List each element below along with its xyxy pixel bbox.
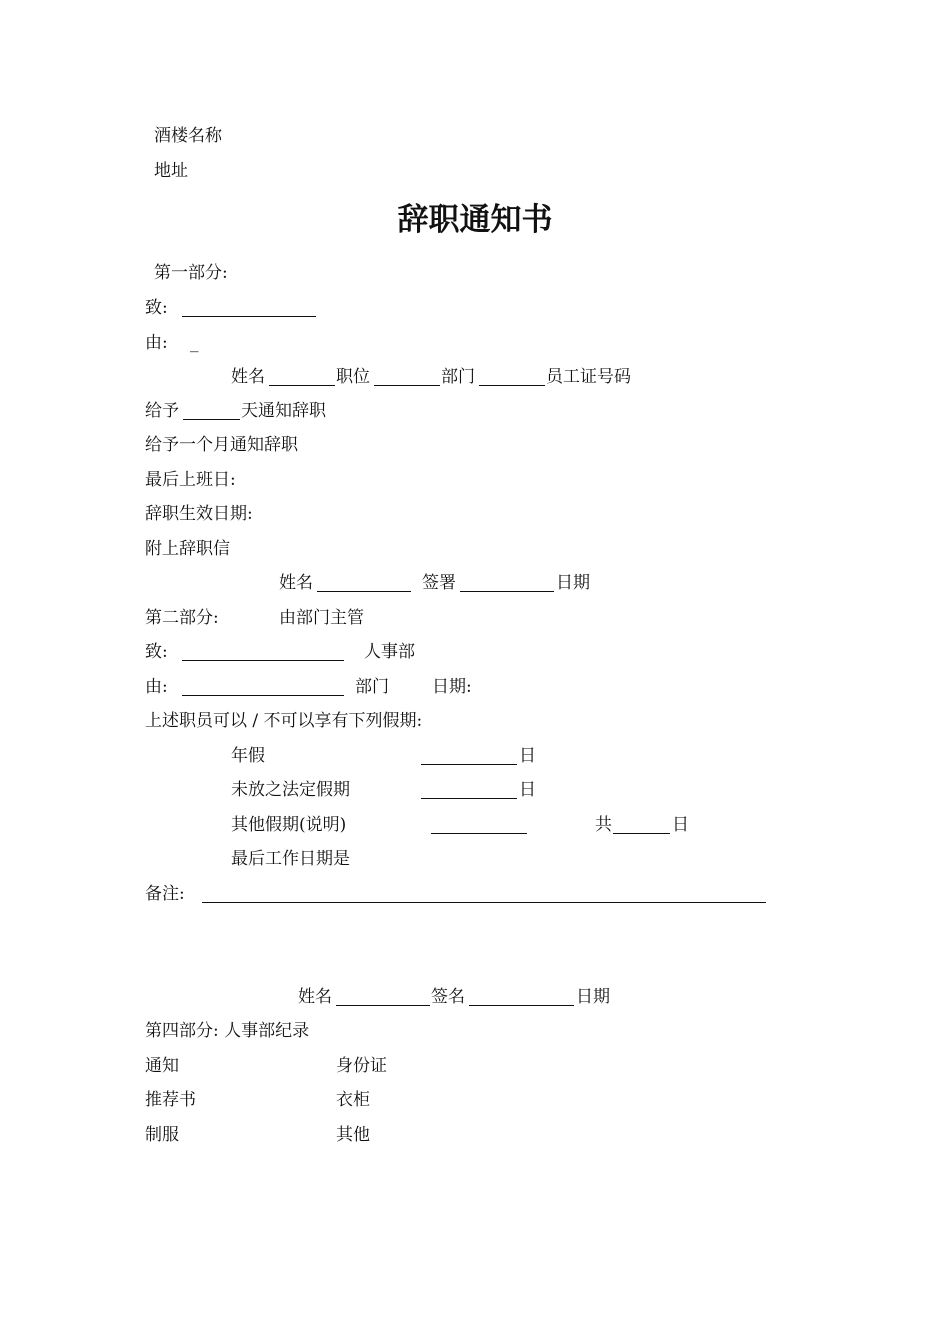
annual-leave-unit: 日 bbox=[519, 746, 536, 766]
record-item: 推荐书 bbox=[145, 1090, 196, 1110]
part2-sign-name-blank[interactable] bbox=[336, 1005, 430, 1006]
employee-id-label: 员工证号码 bbox=[546, 367, 631, 387]
part4-heading: 第四部分: 人事部纪录 bbox=[145, 1021, 310, 1041]
part2-from-dept: 部门 bbox=[355, 677, 389, 697]
part1-to-label: 致: bbox=[145, 298, 168, 318]
leave-intro: 上述职员可以 / 不可以享有下列假期: bbox=[145, 711, 423, 731]
part2-heading: 第二部分: bbox=[145, 608, 219, 628]
final-workday: 最后工作日期是 bbox=[231, 849, 350, 869]
part1-to-blank[interactable] bbox=[182, 316, 316, 317]
record-item: 身份证 bbox=[336, 1056, 387, 1076]
month-notice: 给予一个月通知辞职 bbox=[145, 435, 298, 455]
part1-from-label: 由: bbox=[145, 333, 168, 353]
part2-to-blank[interactable] bbox=[182, 660, 344, 661]
total-days-blank[interactable] bbox=[613, 833, 670, 834]
days-notice-prefix: 给予 bbox=[145, 401, 179, 421]
part1-from-mark: _ bbox=[190, 333, 199, 353]
part2-date-label: 日期 bbox=[576, 987, 610, 1007]
employee-department-blank[interactable] bbox=[479, 385, 545, 386]
statutory-leave-label: 未放之法定假期 bbox=[231, 780, 350, 800]
document-title: 辞职通知书 bbox=[397, 202, 553, 238]
address-label: 地址 bbox=[154, 161, 188, 181]
part1-heading: 第一部分: bbox=[154, 263, 228, 283]
remarks-label: 备注: bbox=[145, 884, 185, 904]
annual-leave-blank[interactable] bbox=[421, 764, 517, 765]
last-working-day: 最后上班日: bbox=[145, 470, 236, 490]
employee-name-label: 姓名 bbox=[231, 367, 265, 387]
employee-department-label: 部门 bbox=[441, 367, 475, 387]
part1-sign-name-label: 姓名 bbox=[279, 573, 313, 593]
part2-from-label: 由: bbox=[145, 677, 168, 697]
part1-sign-name-blank[interactable] bbox=[317, 591, 411, 592]
hotel-name-label: 酒楼名称 bbox=[154, 126, 222, 146]
part2-from-blank[interactable] bbox=[182, 695, 344, 696]
days-notice-blank[interactable] bbox=[183, 419, 240, 420]
statutory-leave-blank[interactable] bbox=[421, 798, 517, 799]
record-item: 衣柜 bbox=[336, 1090, 370, 1110]
part2-signature-label: 签名 bbox=[431, 987, 465, 1007]
effective-date: 辞职生效日期: bbox=[145, 504, 253, 524]
part2-signature-blank[interactable] bbox=[469, 1005, 574, 1006]
employee-position-label: 职位 bbox=[336, 367, 370, 387]
annual-leave-label: 年假 bbox=[231, 746, 265, 766]
record-item: 其他 bbox=[336, 1125, 370, 1145]
other-leave-blank[interactable] bbox=[431, 833, 527, 834]
part1-date-label: 日期 bbox=[556, 573, 590, 593]
record-item: 制服 bbox=[145, 1125, 179, 1145]
statutory-leave-unit: 日 bbox=[519, 780, 536, 800]
total-days-unit: 日 bbox=[672, 815, 689, 835]
part2-sign-name-label: 姓名 bbox=[298, 987, 332, 1007]
part2-to-label: 致: bbox=[145, 642, 168, 662]
part1-signature-label: 签署 bbox=[422, 573, 456, 593]
employee-name-blank[interactable] bbox=[269, 385, 335, 386]
part2-to-dept: 人事部 bbox=[364, 642, 415, 662]
part2-from-date: 日期: bbox=[432, 677, 472, 697]
total-label: 共 bbox=[595, 815, 612, 835]
days-notice-suffix: 天通知辞职 bbox=[241, 401, 326, 421]
remarks-blank[interactable] bbox=[202, 902, 766, 903]
attached-letter: 附上辞职信 bbox=[145, 539, 230, 559]
record-item: 通知 bbox=[145, 1056, 179, 1076]
other-leave-label: 其他假期(说明) bbox=[231, 815, 347, 835]
part1-signature-blank[interactable] bbox=[460, 591, 554, 592]
part2-heading-note: 由部门主管 bbox=[279, 608, 364, 628]
employee-position-blank[interactable] bbox=[374, 385, 440, 386]
